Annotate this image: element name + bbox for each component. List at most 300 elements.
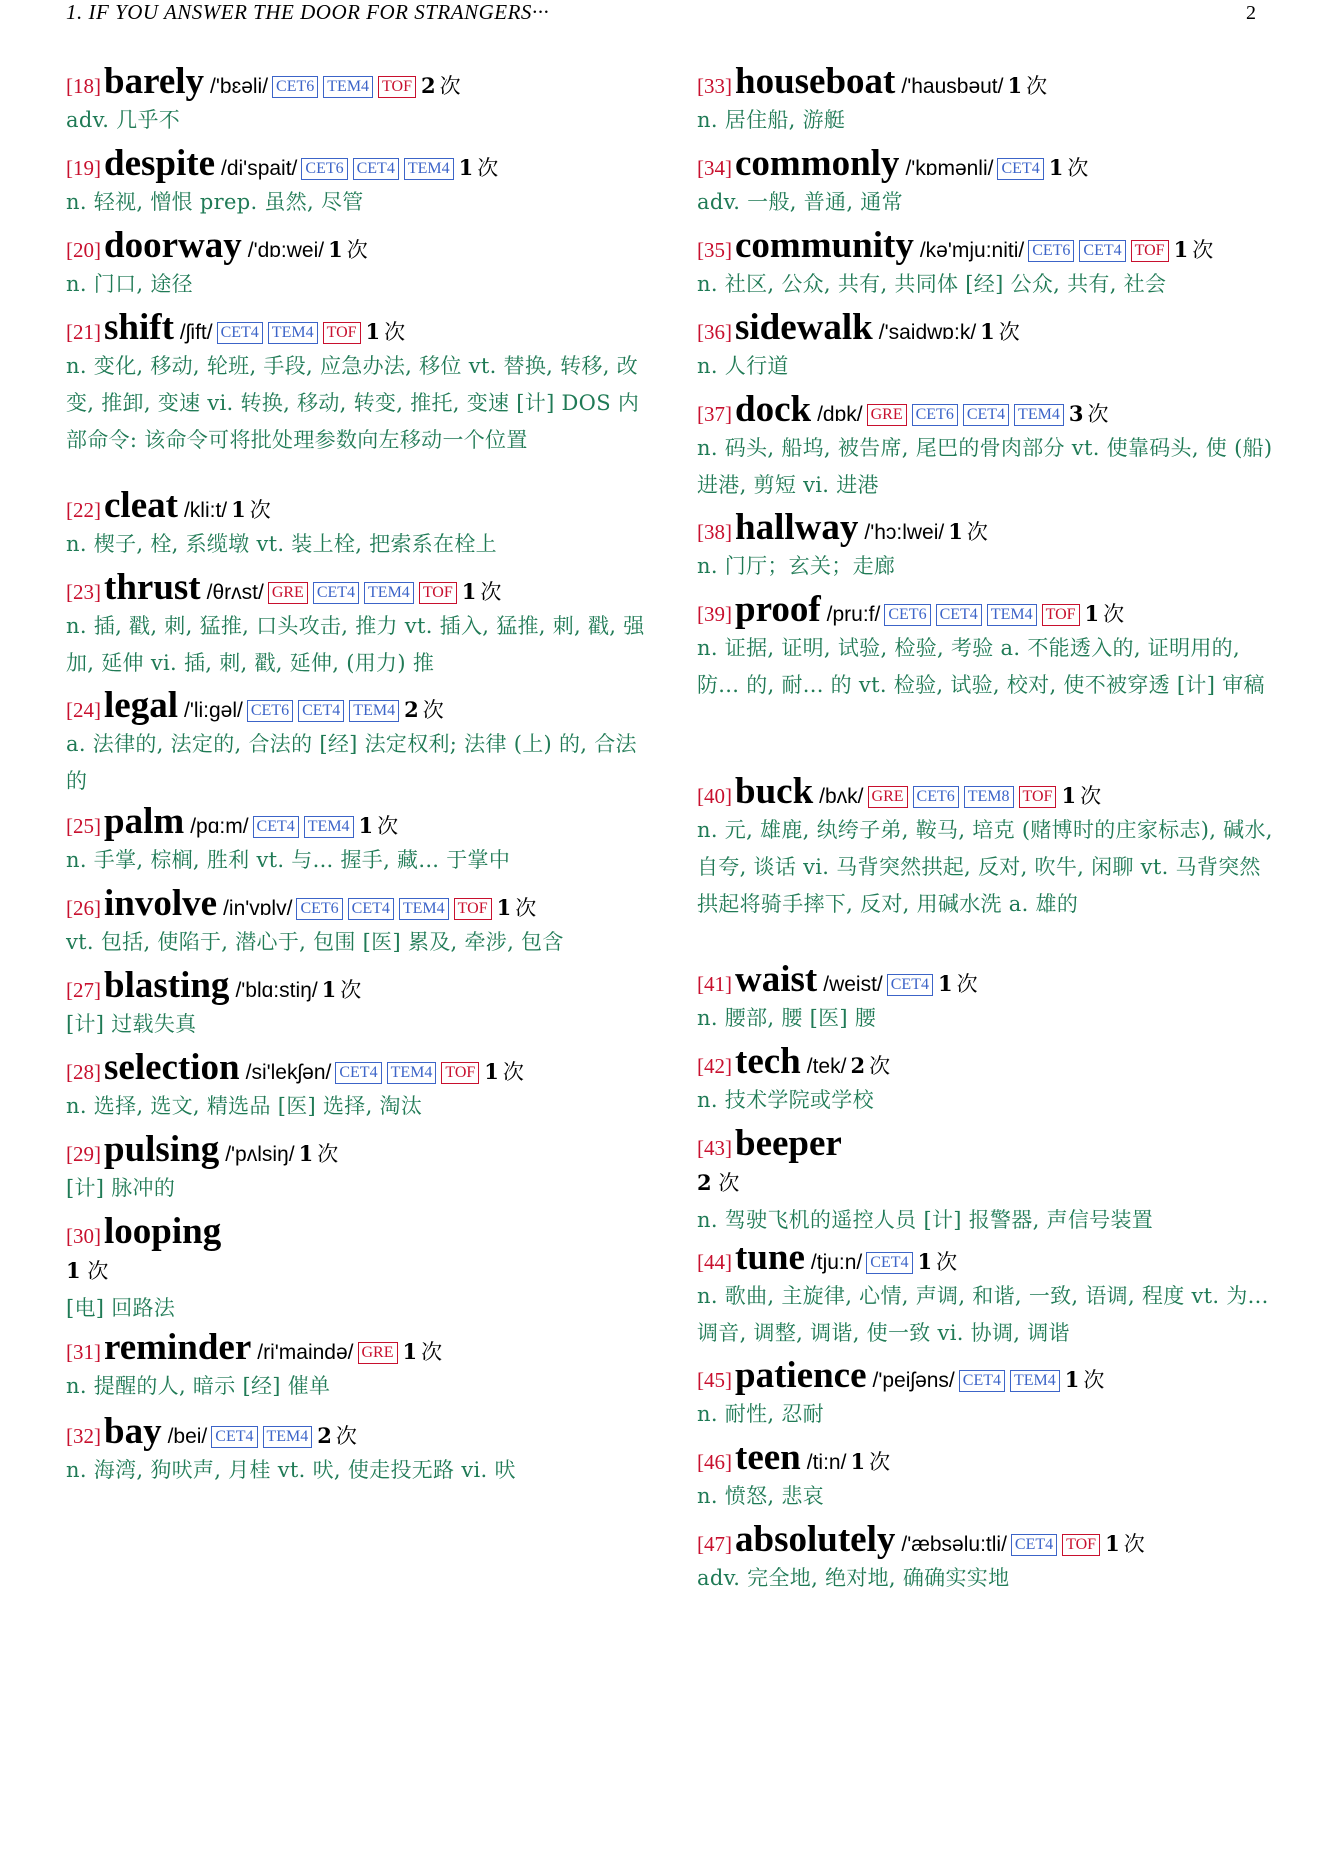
frequency-count: 2 [317,1423,332,1448]
frequency-count: 1 [917,1249,933,1274]
entry-headline [697,1238,1277,1278]
frequency-count: 1 [365,319,381,344]
vocab-entry [697,1124,1277,1239]
exam-tag: CET4 [959,1370,1005,1392]
frequency [1065,1367,1105,1392]
times-label: 次 [1087,402,1109,426]
phonetic: /'hausbəut/ [901,75,1004,98]
phonetic: /tek/ [806,1055,847,1078]
exam-tag: TEM4 [404,158,454,180]
times-label: 次 [1067,156,1089,180]
vocab-entry [66,686,648,800]
phonetic: /ti:n/ [806,1451,847,1474]
headword: beeper [735,1123,842,1164]
entry-headline [66,1048,648,1088]
headword: pulsing [104,1129,220,1170]
entry-headline [697,62,1277,102]
exam-tag: CET4 [335,1062,381,1084]
frequency [1085,601,1125,626]
frequency [1061,783,1101,808]
definition: n. 门厅；玄关；走廊 [697,554,896,578]
times-label: 次 [377,814,399,838]
definition: [计] 脉冲的 [66,1176,176,1200]
entry-number: [28] [66,1060,101,1084]
frequency-count: 3 [1068,401,1084,426]
times-label: 次 [477,156,499,180]
frequency-count: 1 [1061,783,1077,808]
entry-number: [30] [66,1224,101,1248]
entry-number: [36] [697,320,732,344]
exam-tag: CET6 [884,604,930,626]
entry-headline [66,144,648,184]
headword: bay [104,1411,162,1452]
definition: n. 耐性, 忍耐 [697,1402,824,1426]
times-label: 次 [422,698,444,722]
entry-number: [21] [66,320,101,344]
exam-tag: TEM4 [263,1426,313,1448]
definition: n. 驾驶飞机的遥控人员 [计] 报警器, 声信号装置 [697,1208,1154,1232]
exam-tag: CET6 [913,786,959,808]
vocab-entry [66,1048,648,1125]
definition: adv. 几乎不 [66,108,181,132]
definition: n. 歌曲, 主旋律, 心情, 声调, 和谐, 一致, 语调, 程度 vt. 为... 调音, 调整, 调谐, 使一致 vi. 协调, 调谐 [697,1284,1269,1345]
headword: barely [104,61,205,102]
frequency-count: 1 [1064,1367,1080,1392]
headword: teen [735,1437,801,1478]
vocab-entry [66,802,648,879]
entry-headline [66,884,648,924]
phonetic: /bʌk/ [819,785,864,808]
phonetic: /pɑ:m/ [190,815,249,838]
entry-number: [24] [66,698,101,722]
headword: hallway [735,507,859,548]
exam-tag: GRE [358,1342,398,1364]
times-label: 次 [998,320,1020,344]
frequency [403,1339,443,1364]
entry-number: [20] [66,238,101,262]
phonetic: /bei/ [167,1425,208,1448]
times-label: 次 [869,1450,891,1474]
frequency-count: 1 [461,579,477,604]
phonetic: /'æbsəlu:tli/ [901,1533,1007,1556]
frequency-count: 1 [1105,1531,1120,1556]
frequency [497,895,537,920]
headword: blasting [104,965,230,1006]
definition: n. 轻视, 憎恨 prep. 虽然, 尽管 [66,190,364,214]
frequency [66,1252,648,1290]
definition: n. 变化, 移动, 轮班, 手段, 应急办法, 移位 vt. 替换, 转移, 改变, 推卸, 变速 vi. 转换, 移动, 转变, 推托, 变速 [计] DOS 内部命令: 该命令可将批处理参数向左移动一个位置 [66,354,640,452]
definition: n. 提醒的人, 暗示 [经] 催单 [66,1374,331,1398]
vocab-entry [66,486,648,563]
frequency-count: 1 [484,1059,499,1084]
entry-number: [34] [697,156,732,180]
frequency [1049,155,1089,180]
times-label: 次 [502,1060,524,1084]
entry-number: [22] [66,498,101,522]
entry-headline [66,1328,648,1368]
exam-tag: CET4 [211,1426,257,1448]
frequency-count: 1 [231,497,246,522]
phonetic: /'saidwɒ:k/ [878,321,977,344]
vocab-entry [697,1356,1277,1433]
entry-headline [66,568,648,608]
entry-headline [697,590,1277,630]
vocab-entry [66,1212,648,1327]
entry-headline [697,1438,1277,1478]
phonetic: /'pʌlsiŋ/ [225,1143,295,1166]
times-label: 次 [1083,1368,1105,1392]
entry-headline [66,966,648,1006]
frequency-count: 1 [1048,155,1064,180]
vocab-entry [66,1412,648,1489]
exam-tag: CET4 [353,158,399,180]
phonetic: /'dɒ:wei/ [247,239,325,262]
definition: n. 元, 雄鹿, 纨绔子弟, 鞍马, 培克 (赌博时的庄家标志), 碱水, 自夸, 谈话 vi. 马背突然拱起, 反对, 吹牛, 闲聊 vt. 马背突然拱起将骑手摔下, 反对, 用碱水洗 a. 雄的 [697,818,1273,916]
frequency-count: 1 [948,519,963,544]
definition: n. 技术学院或学校 [697,1088,874,1112]
entry-headline [66,226,648,266]
vocab-entry [697,308,1277,385]
entry-number: [32] [66,1424,101,1448]
entry-headline [66,802,648,842]
definition: n. 选择, 选文, 精选品 [医] 选择, 淘汰 [66,1094,423,1118]
frequency [484,1059,524,1084]
frequency [322,977,362,1002]
exam-tag: GRE [867,404,907,426]
vocab-entry [697,390,1277,504]
frequency-count: 2 [697,1170,712,1195]
frequency [1069,401,1109,426]
entry-number: [35] [697,238,732,262]
entry-number: [31] [66,1340,101,1364]
frequency-count: 1 [850,1449,866,1474]
exam-tag: CET6 [301,158,347,180]
frequency [1105,1531,1145,1556]
definition: a. 法律的, 法定的, 合法的 [经] 法定权利; 法律 (上) 的, 合法的 [66,732,637,793]
frequency [918,1249,958,1274]
frequency [938,971,978,996]
frequency-count: 1 [328,237,343,262]
frequency [421,73,461,98]
frequency [850,1053,890,1078]
entry-number: [41] [697,972,732,996]
times-label: 次 [1103,602,1125,626]
headword: selection [104,1047,240,1088]
frequency-count: 1 [402,1339,418,1364]
times-label: 次 [956,972,978,996]
exam-tag: CET4 [997,158,1043,180]
entry-headline [697,1042,1277,1082]
phonetic: /'blɑ:stiŋ/ [235,979,318,1002]
exam-tag: TEM4 [387,1062,437,1084]
frequency [404,697,444,722]
times-label: 次 [439,74,461,98]
entry-headline [697,1520,1277,1560]
phonetic: /di'spait/ [221,157,298,180]
headword: cleat [104,485,178,526]
frequency-count: 1 [66,1258,81,1283]
headword: legal [104,685,178,726]
phonetic: /ri'maində/ [257,1341,354,1364]
phonetic: /si'lekʃən/ [245,1061,332,1084]
exam-tag: TEM4 [304,816,354,838]
entry-number: [23] [66,580,101,604]
vocab-entry [697,960,1277,1037]
exam-tag: CET6 [247,700,293,722]
times-label: 次 [936,1250,958,1274]
entry-headline [66,1412,648,1452]
exam-tag: TOF [1019,786,1057,808]
frequency [1007,73,1047,98]
frequency [459,155,499,180]
phonetic: /dɒk/ [817,403,863,426]
headword: buck [735,771,814,812]
exam-tag: CET4 [313,582,359,604]
frequency [980,319,1020,344]
vocab-entry [697,1238,1277,1352]
times-label: 次 [1026,74,1048,98]
times-label: 次 [340,978,362,1002]
headword: despite [104,143,215,184]
phonetic: /'peiʃəns/ [872,1369,955,1392]
times-label: 次 [480,580,502,604]
page-header [66,0,1256,40]
entry-number: [39] [697,602,732,626]
times-label: 次 [317,1142,339,1166]
vocab-entry [697,226,1277,303]
definition: adv. 一般, 普通, 通常 [697,190,903,214]
definition: n. 社区, 公众, 共有, 共同体 [经] 公众, 共有, 社会 [697,272,1167,296]
entry-number: [40] [697,784,732,808]
frequency-count: 1 [458,155,474,180]
times-label: 次 [346,238,368,262]
exam-tag: TEM4 [349,700,399,722]
headword: involve [104,883,218,924]
headword: waist [735,959,818,1000]
headword: palm [104,801,185,842]
entry-headline [697,1356,1277,1396]
times-label: 次 [87,1259,109,1283]
definition: n. 证据, 证明, 试验, 检验, 考验 a. 不能透入的, 证明用的, 防... 的, 耐... 的 vt. 检验, 试验, 校对, 使不被穿透 [计] 审稿 [697,636,1265,697]
definition: n. 码头, 船坞, 被告席, 尾巴的骨肉部分 vt. 使靠码头, 使 (船) 进港, 剪短 vi. 进港 [697,436,1273,497]
headword: doorway [104,225,242,266]
definition: n. 插, 戳, 刺, 猛推, 口头攻击, 推力 vt. 插入, 猛推, 刺, 戳, 强加, 延伸 vi. 插, 刺, 戳, 延伸, (用力) 推 [66,614,645,675]
headword: proof [735,589,821,630]
entry-headline [697,144,1277,184]
entry-number: [38] [697,520,732,544]
exam-tag: CET4 [298,700,344,722]
frequency-count: 1 [496,895,512,920]
exam-tag: GRE [868,786,908,808]
headword: dock [735,389,812,430]
vocab-entry [66,144,648,221]
definition: [计] 过载失真 [66,1012,197,1036]
exam-tag: CET4 [936,604,982,626]
entry-headline [66,1212,648,1252]
exam-tag: CET6 [912,404,958,426]
phonetic: /'bɛəli/ [210,75,269,98]
entry-headline [697,772,1277,812]
exam-tag: TOF [323,322,361,344]
phonetic: /tju:n/ [810,1251,863,1274]
entry-number: [27] [66,978,101,1002]
definition: n. 愤怒, 悲哀 [697,1484,824,1508]
entry-headline [66,308,648,348]
definition: [电] 回路法 [66,1296,176,1320]
definition: n. 腰部, 腰 [医] 腰 [697,1006,877,1030]
headword: shift [104,307,174,348]
entry-number: [46] [697,1450,732,1474]
exam-tag: CET6 [272,76,318,98]
times-label: 次 [515,896,537,920]
frequency [299,1141,339,1166]
headword: commonly [735,143,900,184]
frequency [462,579,502,604]
headword: reminder [104,1327,252,1368]
entry-number: [25] [66,814,101,838]
chapter-title: 1. IF YOU ANSWER THE DOOR FOR STRANGERS··· [66,0,550,24]
entry-number: [33] [697,74,732,98]
times-label: 次 [966,520,988,544]
definition: n. 居住船, 游艇 [697,108,846,132]
times-label: 次 [249,498,271,522]
exam-tag: CET6 [1028,240,1074,262]
vocab-entry [697,1520,1277,1597]
frequency-count: 1 [1084,601,1100,626]
frequency [366,319,406,344]
vocab-entry [66,226,648,303]
entry-headline [66,686,648,726]
vocab-entry [66,966,648,1043]
frequency [359,813,399,838]
exam-tag: TEM4 [399,898,449,920]
frequency-count: 1 [1173,237,1189,262]
exam-tag: TEM4 [1010,1370,1060,1392]
exam-tag: CET6 [296,898,342,920]
frequency [317,1423,357,1448]
phonetic: /ʃift/ [179,321,213,344]
entry-number: [18] [66,74,101,98]
exam-tag: CET4 [963,404,1009,426]
exam-tag: TOF [1062,1534,1100,1556]
exam-tag: TEM4 [987,604,1037,626]
frequency [850,1449,890,1474]
entry-number: [44] [697,1250,732,1274]
exam-tag: CET4 [1079,240,1125,262]
headword: sidewalk [735,307,873,348]
entry-headline [697,308,1277,348]
frequency [231,497,271,522]
phonetic: /θrʌst/ [206,581,264,604]
vocab-entry [697,144,1277,221]
definition: n. 手掌, 棕榈, 胜利 vt. 与... 握手, 藏... 于掌中 [66,848,511,872]
vocab-entry [66,884,648,961]
entry-number: [45] [697,1368,732,1392]
frequency-count: 2 [404,697,419,722]
entry-headline [697,960,1277,1000]
frequency-count: 1 [937,971,953,996]
exam-tag: TOF [378,76,416,98]
exam-tag: TOF [441,1062,479,1084]
times-label: 次 [384,320,406,344]
entry-number: [29] [66,1142,101,1166]
phonetic: /'hɔ:lwei/ [864,521,945,544]
entry-headline [66,62,648,102]
phonetic: /in'vɒlv/ [223,897,293,920]
vocab-entry [66,1328,648,1405]
times-label: 次 [335,1424,357,1448]
phonetic: /'li:gəl/ [183,699,243,722]
times-label: 次 [718,1171,740,1195]
vocab-entry [697,1438,1277,1515]
definition: n. 门口, 途径 [66,272,193,296]
phonetic: /weist/ [823,973,883,996]
vocab-entry [66,1130,648,1207]
frequency [1174,237,1214,262]
vocab-entry [66,308,648,459]
headword: tech [735,1041,801,1082]
exam-tag: TEM4 [323,76,373,98]
times-label: 次 [421,1340,443,1364]
definition: adv. 完全地, 绝对地, 确确实实地 [697,1566,1010,1590]
headword: thrust [104,567,201,608]
definition: n. 楔子, 栓, 系缆墩 vt. 装上栓, 把索系在栓上 [66,532,497,556]
entry-headline [66,486,648,526]
headword: tune [735,1237,805,1278]
headword: houseboat [735,61,896,102]
times-label: 次 [869,1054,891,1078]
page-number: 2 [1246,2,1256,24]
frequency-count: 2 [850,1053,866,1078]
vocab-entry [697,508,1277,585]
frequency-count: 1 [298,1141,314,1166]
entry-headline [697,508,1277,548]
phonetic: /kli:t/ [183,499,228,522]
exam-tag: CET4 [253,816,299,838]
headword: absolutely [735,1519,896,1560]
entry-number: [26] [66,896,101,920]
exam-tag: TOF [1131,240,1169,262]
frequency [697,1164,1277,1202]
frequency-count: 2 [420,73,436,98]
headword: patience [735,1355,867,1396]
headword: looping [104,1211,222,1252]
exam-tag: TOF [419,582,457,604]
entry-headline [697,1124,1277,1164]
definition: vt. 包括, 使陷于, 潜心于, 包围 [医] 累及, 牵涉, 包含 [66,930,564,954]
exam-tag: TOF [1042,604,1080,626]
exam-tag: TEM4 [364,582,414,604]
entry-headline [697,390,1277,430]
exam-tag: GRE [268,582,308,604]
vocab-entry [697,590,1277,704]
phonetic: /pru:f/ [826,603,881,626]
exam-tag: CET4 [217,322,263,344]
frequency-count: 1 [321,977,337,1002]
definition: n. 海湾, 狗吠声, 月桂 vt. 吠, 使走投无路 vi. 吠 [66,1458,516,1482]
entry-number: [19] [66,156,101,180]
vocab-entry [697,1042,1277,1119]
exam-tag: CET4 [866,1252,912,1274]
phonetic: /kə'mju:niti/ [919,239,1025,262]
exam-tag: CET4 [1011,1534,1057,1556]
exam-tag: TEM4 [1014,404,1064,426]
exam-tag: TOF [454,898,492,920]
entry-number: [47] [697,1532,732,1556]
entry-headline [697,226,1277,266]
frequency-count: 1 [980,319,995,344]
phonetic: /'kɒmənli/ [905,157,994,180]
